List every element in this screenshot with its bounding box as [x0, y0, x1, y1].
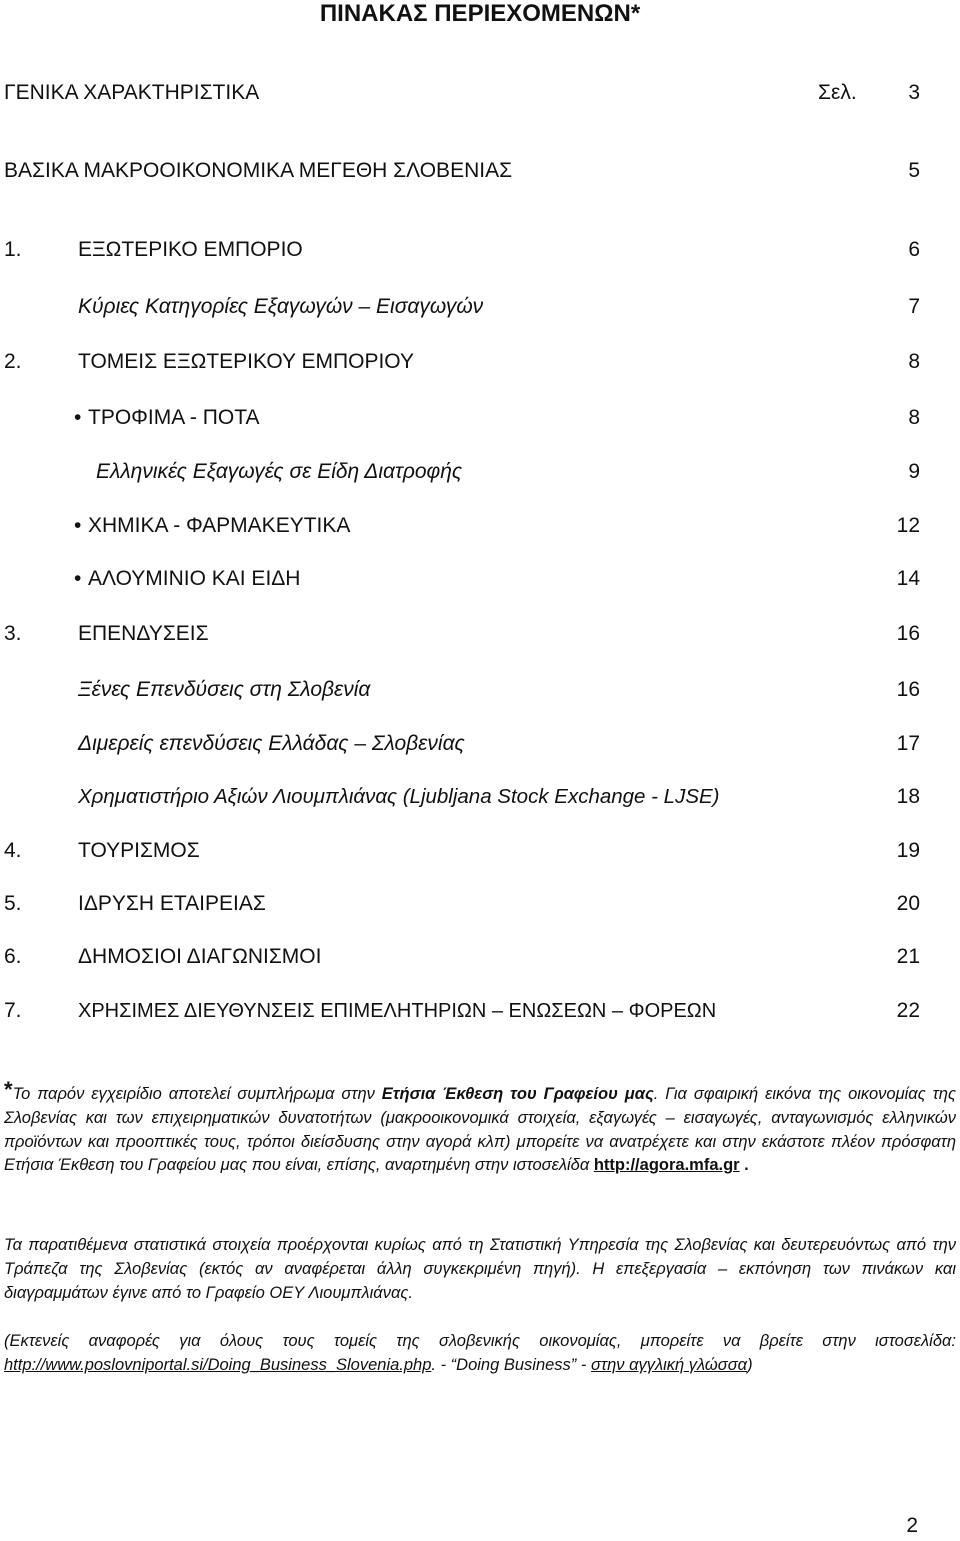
- details-paragraph: [4, 1330, 956, 1378]
- toc-page: 12: [896, 514, 920, 537]
- toc-page: 20: [896, 892, 920, 915]
- bullet-icon: •: [74, 406, 82, 429]
- doing-business-link[interactable]: http://www.poslovniportal.si/Doing_Business_Slovenia.php: [4, 1355, 432, 1374]
- bullet-icon: •: [74, 514, 82, 537]
- toc-label: Ξένες Επενδύσεις στη Σλοβενία: [78, 678, 371, 701]
- toc-row-7: [0, 996, 960, 1026]
- toc-page: 19: [896, 839, 920, 862]
- toc-number: 4.: [4, 839, 22, 862]
- toc-row-3-sub-a: [0, 675, 960, 705]
- agora-link[interactable]: http://agora.mfa.gr: [593, 1156, 740, 1175]
- toc-number: 3.: [4, 622, 22, 645]
- toc-row-macro: [0, 156, 960, 186]
- toc-label: ΕΠΕΝΔΥΣΕΙΣ: [78, 622, 209, 645]
- toc-row-3-sub-b: [0, 729, 960, 759]
- toc-row-3: [0, 619, 960, 649]
- details-text-3: ): [747, 1355, 753, 1374]
- toc-page: 9: [908, 460, 920, 483]
- toc-row-food: [0, 403, 960, 433]
- toc-label: ΑΛΟΥΜΙΝΙΟ ΚΑΙ ΕΙΔΗ: [88, 567, 301, 590]
- toc-page: 22: [896, 999, 920, 1022]
- toc-label: ΤΟΜΕΙΣ ΕΞΩΤΕΡΙΚΟΥ ΕΜΠΟΡΙΟΥ: [78, 350, 414, 373]
- toc-row-alu: [0, 564, 960, 594]
- toc-label-wrap: [74, 511, 350, 541]
- toc-label: ΧΗΜΙΚΑ - ΦΑΡΜΑΚΕΥΤΙΚΑ: [88, 514, 351, 537]
- toc-label: ΔΗΜΟΣΙΟΙ ΔΙΑΓΩΝΙΣΜΟΙ: [78, 945, 322, 968]
- annual-report-title: Ετήσια Έκθεση του Γραφείου μας: [381, 1085, 654, 1103]
- toc-label: ΓΕΝΙΚΑ ΧΑΡΑΚΤΗΡΙΣΤΙΚΑ: [4, 81, 260, 104]
- toc-number: 7.: [4, 999, 22, 1022]
- bullet-icon: •: [74, 567, 82, 590]
- toc-label: Κύριες Κατηγορίες Εξαγωγών – Εισαγωγών: [78, 295, 484, 318]
- toc-row-6: [0, 942, 960, 972]
- footnote-paragraph: [4, 1078, 956, 1178]
- toc-page: 3: [908, 81, 920, 104]
- toc-label: ΤΟΥΡΙΣΜΟΣ: [78, 839, 200, 862]
- toc-page: 16: [896, 678, 920, 701]
- toc-label: Ελληνικές Εξαγωγές σε Είδη Διατροφής: [96, 460, 463, 483]
- toc-page: 17: [896, 732, 920, 755]
- footnote-star: *: [4, 1077, 13, 1102]
- toc-row-1: [0, 235, 960, 265]
- english-language-note: στην αγγλική γλώσσα: [590, 1355, 748, 1374]
- toc-row-general: [0, 78, 960, 108]
- details-text-2: . - “Doing Business” -: [431, 1355, 591, 1374]
- toc-number: 1.: [4, 238, 22, 261]
- page-title: ΠΙΝΑΚΑΣ ΠΕΡΙΕΧΟΜΕΝΩΝ*: [319, 0, 641, 27]
- toc-label: ΒΑΣΙΚΑ ΜΑΚΡΟΟΙΚΟΝΟΜΙΚΑ ΜΕΓΕΘΗ ΣΛΟΒΕΝΙΑΣ: [4, 159, 513, 182]
- footnote-text-1: Το παρόν εγχειρίδιο αποτελεί συμπλήρωμα στην: [12, 1085, 382, 1103]
- toc-row-2: [0, 347, 960, 377]
- toc-row-chem: [0, 511, 960, 541]
- toc-label: Χρηματιστήριο Αξιών Λιουμπλιάνας (Ljubljana Stock Exchange - LJSE): [78, 785, 720, 808]
- toc-row-1-sub: [0, 292, 960, 322]
- toc-page: 18: [896, 785, 920, 808]
- toc-page: 7: [908, 295, 920, 318]
- toc-page: 21: [896, 945, 920, 968]
- toc-label: ΧΡΗΣΙΜΕΣ ΔΙΕΥΘΥΝΣΕΙΣ ΕΠΙΜΕΛΗΤΗΡΙΩΝ – ΕΝΩΣΕΩΝ – ΦΟΡΕΩΝ: [78, 1000, 717, 1022]
- toc-page: 5: [908, 159, 920, 182]
- toc-label-wrap: [74, 403, 260, 433]
- footnote-text-2: . Για σφαιρική εικόνα της οικονομίας της Σλοβενίας και των επιχειρηματικών δυνατοτήτων (μακροοικονομικά στοιχεία, εξαγωγές – εισαγωγές, ανταγωνισμός ελληνικών προϊόντων και προοπτικές τους, τρόποι διείσδυσης στην αγορά κλπ) μπορείτε να ανατρέχετε και στην εκάστοτε πλέον πρόσφατη Ετήσια Έκθεση του Γραφείου μας που είναι, επίσης, αναρτημένη στην ιστοσελίδα: [4, 1085, 956, 1175]
- details-text-1: (Εκτενείς αναφορές για όλους τους τομείς της σλοβενικής οικονομίας, μπορείτε να βρείτε στην ιστοσελίδα:: [4, 1332, 956, 1350]
- toc-row-food-sub: [0, 457, 960, 487]
- sources-paragraph: Τα παρατιθέμενα στατιστικά στοιχεία προέρχονται κυρίως από τη Στατιστική Υπηρεσία της Σλοβενίας και δευτερευόντως από την Τράπεζα της Σλοβενίας (εκτός αν αναφέρεται άλλη συγκεκριμένη πηγή). Η επεξεργασία – εκπόνηση των πινάκων και διαγραμμάτων έγινε από το Γραφείο ΟΕΥ Λιουμπλιάνας.: [4, 1236, 956, 1302]
- toc-label: ΙΔΡΥΣΗ ΕΤΑΙΡΕΙΑΣ: [78, 892, 266, 915]
- toc-label: ΤΡΟΦΙΜΑ - ΠΟΤΑ: [88, 406, 260, 429]
- toc-row-5: [0, 889, 960, 919]
- footnote-text-3: .: [739, 1156, 749, 1175]
- toc-label-wrap: [74, 564, 300, 594]
- toc-label: ΕΞΩΤΕΡΙΚΟ ΕΜΠΟΡΙΟ: [78, 238, 303, 261]
- toc-page: 16: [896, 622, 920, 645]
- toc-page-abbrev: Σελ.: [818, 81, 857, 104]
- page-number: 2: [906, 1514, 918, 1537]
- toc-row-3-sub-c: [0, 782, 960, 812]
- toc-row-4: [0, 836, 960, 866]
- toc-page: 6: [908, 238, 920, 261]
- toc-number: 6.: [4, 945, 22, 968]
- toc-page: 8: [908, 350, 920, 373]
- toc-page: 8: [908, 406, 920, 429]
- toc-number: 2.: [4, 350, 22, 373]
- toc-page: 14: [896, 567, 920, 590]
- toc-number: 5.: [4, 892, 22, 915]
- toc-label: Διμερείς επενδύσεις Ελλάδας – Σλοβενίας: [78, 732, 465, 755]
